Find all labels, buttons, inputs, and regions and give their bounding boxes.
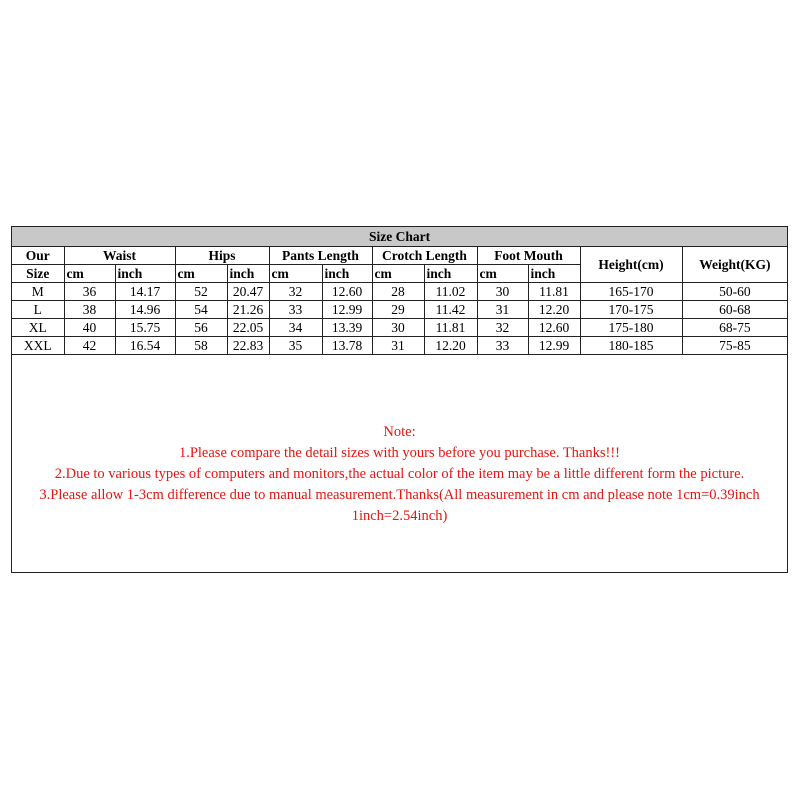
cell-waist-inch: 16.54 bbox=[115, 337, 175, 355]
cell-pants-cm: 32 bbox=[269, 283, 322, 301]
unit-cm: cm bbox=[477, 265, 528, 283]
cell-hips-inch: 21.26 bbox=[227, 301, 269, 319]
note-heading: Note: bbox=[383, 424, 416, 440]
note-line-1: 1.Please compare the detail sizes with yours before you purchase. Thanks!!! bbox=[178, 445, 621, 461]
unit-cm: cm bbox=[269, 265, 322, 283]
cell-hips-inch: 22.05 bbox=[227, 319, 269, 337]
cell-pants-inch: 13.39 bbox=[322, 319, 372, 337]
cell-foot-cm: 30 bbox=[477, 283, 528, 301]
cell-hips-inch: 20.47 bbox=[227, 283, 269, 301]
size-chart-frame bbox=[11, 226, 788, 573]
cell-pants-cm: 35 bbox=[269, 337, 322, 355]
cell-crotch-cm: 28 bbox=[372, 283, 424, 301]
cell-foot-cm: 32 bbox=[477, 319, 528, 337]
cell-size: M bbox=[12, 283, 64, 301]
cell-height: 170-175 bbox=[580, 301, 682, 319]
cell-hips-cm: 58 bbox=[175, 337, 227, 355]
cell-height: 180-185 bbox=[580, 337, 682, 355]
cell-foot-inch: 12.20 bbox=[528, 301, 580, 319]
header-our-size-line1: Our bbox=[12, 247, 64, 265]
cell-waist-inch: 14.96 bbox=[115, 301, 175, 319]
cell-foot-cm: 31 bbox=[477, 301, 528, 319]
cell-pants-cm: 33 bbox=[269, 301, 322, 319]
note-line-2: 2.Due to various types of computers and monitors,the actual color of the item may be a little different form the picture. bbox=[54, 466, 745, 482]
cell-size: XL bbox=[12, 319, 64, 337]
table-row bbox=[12, 301, 787, 319]
cell-size: XXL bbox=[12, 337, 64, 355]
table-row bbox=[12, 319, 787, 337]
cell-weight: 68-75 bbox=[682, 319, 787, 337]
cell-crotch-cm: 29 bbox=[372, 301, 424, 319]
header-crotch-length: Crotch Length bbox=[372, 247, 477, 265]
cell-height: 165-170 bbox=[580, 283, 682, 301]
cell-hips-inch: 22.83 bbox=[227, 337, 269, 355]
cell-crotch-inch: 11.02 bbox=[424, 283, 477, 301]
cell-waist-inch: 14.17 bbox=[115, 283, 175, 301]
cell-weight: 50-60 bbox=[682, 283, 787, 301]
header-hips: Hips bbox=[175, 247, 269, 265]
cell-waist-cm: 40 bbox=[64, 319, 115, 337]
notes-block bbox=[12, 422, 787, 527]
cell-crotch-inch: 11.42 bbox=[424, 301, 477, 319]
unit-cm: cm bbox=[372, 265, 424, 283]
cell-hips-cm: 54 bbox=[175, 301, 227, 319]
cell-hips-cm: 56 bbox=[175, 319, 227, 337]
cell-waist-cm: 38 bbox=[64, 301, 115, 319]
unit-inch: inch bbox=[528, 265, 580, 283]
header-waist: Waist bbox=[64, 247, 175, 265]
cell-crotch-inch: 11.81 bbox=[424, 319, 477, 337]
note-line-4: 1inch=2.54inch) bbox=[351, 508, 448, 524]
cell-foot-inch: 11.81 bbox=[528, 283, 580, 301]
chart-title: Size Chart bbox=[12, 227, 787, 247]
cell-size: L bbox=[12, 301, 64, 319]
table-row bbox=[12, 283, 787, 301]
header-foot-mouth: Foot Mouth bbox=[477, 247, 580, 265]
unit-inch: inch bbox=[424, 265, 477, 283]
cell-waist-cm: 36 bbox=[64, 283, 115, 301]
unit-cm: cm bbox=[64, 265, 115, 283]
cell-weight: 60-68 bbox=[682, 301, 787, 319]
header-height: Height(cm) bbox=[580, 247, 682, 283]
cell-crotch-inch: 12.20 bbox=[424, 337, 477, 355]
unit-inch: inch bbox=[115, 265, 175, 283]
cell-hips-cm: 52 bbox=[175, 283, 227, 301]
cell-pants-cm: 34 bbox=[269, 319, 322, 337]
unit-inch: inch bbox=[322, 265, 372, 283]
unit-cm: cm bbox=[175, 265, 227, 283]
header-our-size-line2: Size bbox=[12, 265, 64, 283]
unit-inch: inch bbox=[227, 265, 269, 283]
size-chart-table bbox=[12, 227, 787, 355]
cell-pants-inch: 12.99 bbox=[322, 301, 372, 319]
table-row bbox=[12, 337, 787, 355]
note-line-3: 3.Please allow 1-3cm difference due to manual measurement.Thanks(All measurement in cm and please note 1cm=0.39inch bbox=[39, 487, 760, 503]
cell-weight: 75-85 bbox=[682, 337, 787, 355]
cell-crotch-cm: 30 bbox=[372, 319, 424, 337]
cell-foot-cm: 33 bbox=[477, 337, 528, 355]
cell-crotch-cm: 31 bbox=[372, 337, 424, 355]
cell-foot-inch: 12.60 bbox=[528, 319, 580, 337]
cell-pants-inch: 13.78 bbox=[322, 337, 372, 355]
cell-foot-inch: 12.99 bbox=[528, 337, 580, 355]
cell-waist-cm: 42 bbox=[64, 337, 115, 355]
cell-waist-inch: 15.75 bbox=[115, 319, 175, 337]
cell-height: 175-180 bbox=[580, 319, 682, 337]
header-pants-length: Pants Length bbox=[269, 247, 372, 265]
header-weight: Weight(KG) bbox=[682, 247, 787, 283]
cell-pants-inch: 12.60 bbox=[322, 283, 372, 301]
